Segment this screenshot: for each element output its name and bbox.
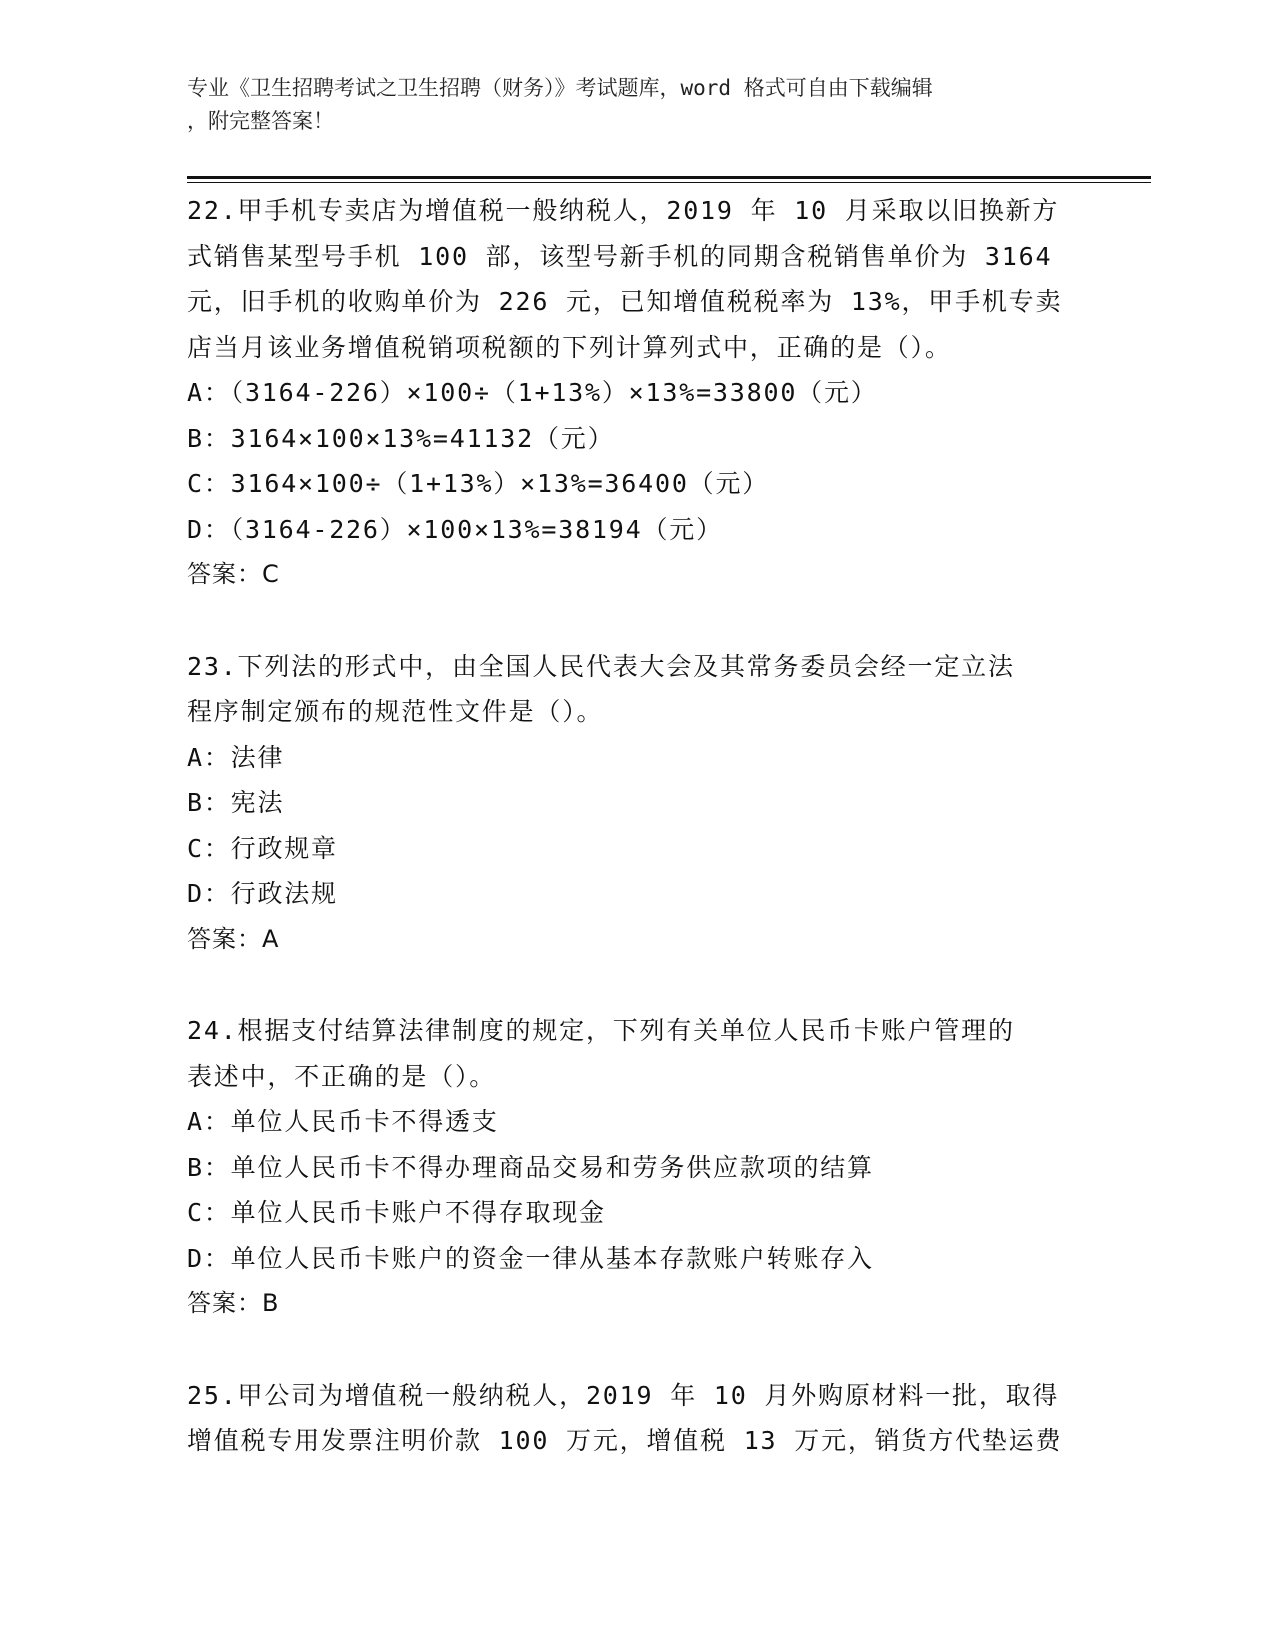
answer-line: 答案：C	[187, 560, 280, 588]
stem-line: 24.根据支付结算法律制度的规定，下列有关单位人民币卡账户管理的	[187, 1016, 1015, 1045]
option-a: A：法律	[187, 742, 285, 772]
stem-line: 式销售某型号手机 100 部，该型号新手机的同期含税销售单价为 3164	[187, 241, 1053, 271]
stem-line: 店当月该业务增值税销项税额的下列计算列式中，正确的是（）。	[187, 332, 952, 362]
header-line-2: ，附完整答案！	[187, 109, 334, 133]
option-b: B：宪法	[187, 788, 285, 817]
option-c: C：单位人民币卡账户不得存取现金	[187, 1198, 606, 1227]
stem-line: 增值税专用发票注明价款 100 万元，增值税 13 万元，销货方代垫运费	[187, 1426, 1063, 1455]
question-stem	[187, 1373, 1087, 1464]
stem-line: 23.下列法的形式中，由全国人民代表大会及其常务委员会经一定立法	[187, 651, 1015, 681]
option-c: C：行政规章	[187, 833, 338, 863]
question-24	[187, 1008, 1087, 1327]
header-line-1: 专业《卫生招聘考试之卫生招聘（财务）》考试题库，word 格式可自由下载编辑	[187, 76, 933, 100]
question-stem	[187, 644, 1087, 735]
option-b: B：3164×100×13%=41132（元）	[187, 423, 615, 453]
question-stem	[187, 188, 1087, 370]
stem-line: 25.甲公司为增值税一般纳税人，2019 年 10 月外购原材料一批，取得	[187, 1380, 1060, 1410]
question-22	[187, 188, 1087, 598]
option-d: D：单位人民币卡账户的资金一律从基本存款账户转账存入	[187, 1243, 874, 1273]
question-25	[187, 1373, 1087, 1464]
header-rule-thin	[187, 182, 1151, 183]
questions-list	[187, 188, 1087, 1510]
answer-line: 答案：B	[187, 1289, 280, 1317]
stem-line: 表述中，不正确的是（）。	[187, 1061, 497, 1091]
option-c: C：3164×100÷（1+13%）×13%=36400（元）	[187, 469, 770, 498]
option-b: B：单位人民币卡不得办理商品交易和劳务供应款项的结算	[187, 1152, 874, 1182]
question-stem	[187, 1008, 1087, 1099]
option-d: D：行政法规	[187, 879, 338, 908]
stem-line: 元，旧手机的收购单价为 226 元，已知增值税税率为 13%，甲手机专卖	[187, 287, 1063, 316]
answer-line: 答案：A	[187, 924, 280, 953]
option-a: A：单位人民币卡不得透支	[187, 1107, 499, 1136]
option-a: A：（3164-226）×100÷（1+13%）×13%=33800（元）	[187, 378, 878, 407]
header-rule-thick	[187, 176, 1151, 179]
stem-line: 程序制定颁布的规范性文件是（）。	[187, 697, 604, 726]
stem-line: 22.甲手机专卖店为增值税一般纳税人，2019 年 10 月采取以旧换新方	[187, 196, 1060, 225]
document-header	[187, 72, 1067, 138]
question-23	[187, 644, 1087, 963]
option-d: D：（3164-226）×100×13%=38194（元）	[187, 514, 723, 544]
